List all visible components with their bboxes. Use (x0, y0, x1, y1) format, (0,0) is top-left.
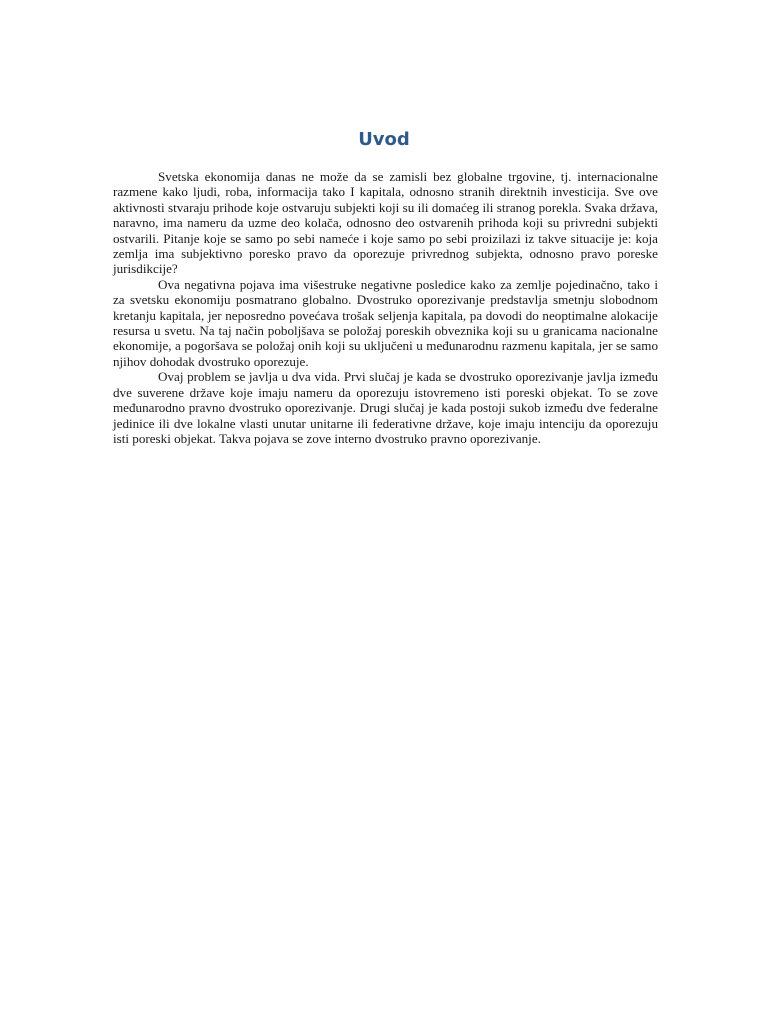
heading-uvod: Uvod (358, 129, 410, 150)
paragraph-1: Svetska ekonomija danas ne može da se zamisli bez globalne trgovine, tj. internacionalne razmene kako ljudi, roba, informacija tako I kapitala, odnosno stranih direktnih investicija. Sve ove aktivnosti stvaraju prihode koje ostvaruju subjekti koji su ili domaćeg ili stranog porekla. Svaka država, naravno, ima nameru da uzme deo kolača, odnosno deo ostvarenih prihoda koji su privredni subjekti ostvarili. Pitanje koje se samo po sebi nameće i koje samo po sebi proizilazi iz takve situacije je: koja zemlja ima subjektivno poresko pravo da oporezuje privrednog subjekta, odnosno pravo poreske jurisdikcije? (113, 169, 658, 277)
document-body (113, 169, 658, 446)
paragraph-3: Ovaj problem se javlja u dva vida. Prvi slučaj je kada se dvostruko oporezivanje javlja između dve suverene države koje imaju nameru da oporezuju istovremeno isti poreski objekat. To se zove međunarodno pravno dvostruko oporezivanje. Drugi slučaj je kada postoji sukob između dve federalne jedinice ili dve lokalne vlasti unutar unitarne ili federativne države, koje imaju intenciju da oporezuju isti poreski objekat. Takva pojava se zove interno dvostruko pravno oporezivanje. (113, 369, 658, 446)
paragraph-2: Ova negativna pojava ima višestruke negativne posledice kako za zemlje pojedinačno, tako i za svetsku ekonomiju posmatrano globalno. Dvostruko oporezivanje predstavlja smetnju slobodnom kretanju kapitala, jer neposredno povećava trošak seljenja kapitala, pa dovodi do neoptimalne alokacije resursa u svetu. Na taj način poboljšava se položaj poreskih obveznika koji su u granicama nacionalne ekonomije, a pogoršava se položaj onih koji su uključeni u međunarodnu razmenu kapitala, jer se samo njihov dohodak dvostruko oporezuje. (113, 276, 658, 369)
